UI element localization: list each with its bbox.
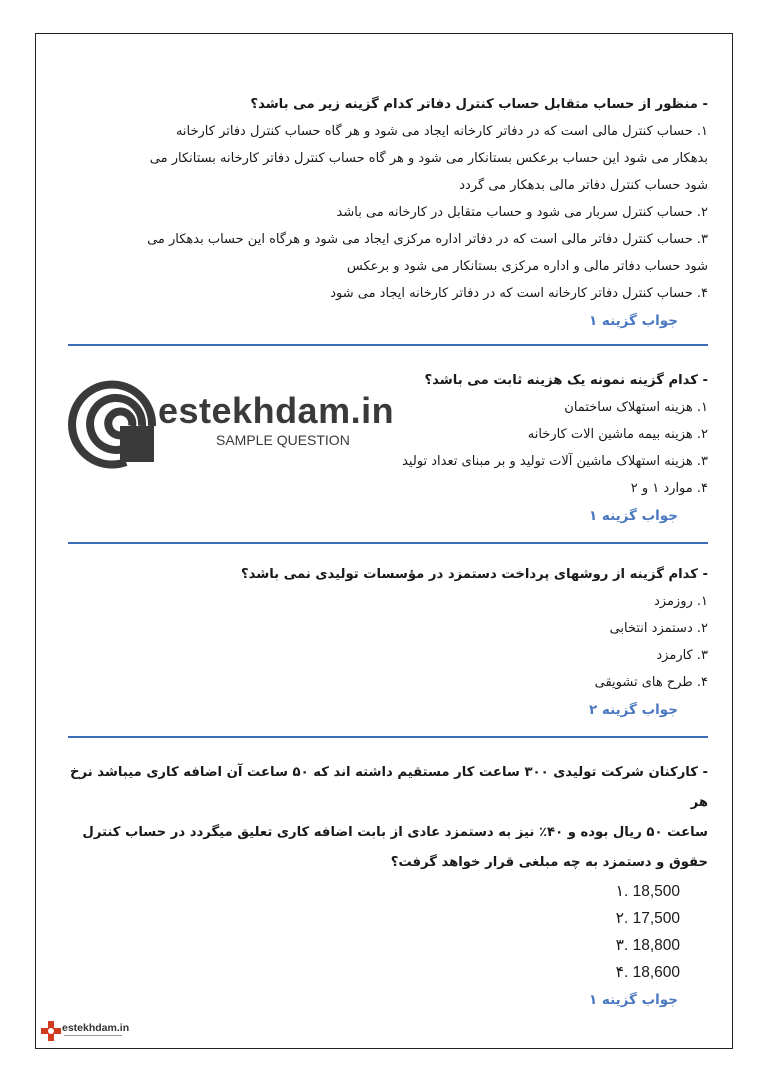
question-4-option: 17,500 .۲ <box>615 910 680 927</box>
question-3 <box>68 562 708 724</box>
question-1-option-line: بدهکار می شود این حساب برعکس بستانکار می شود و هر گاه حساب کنترل دفاتر کارخانه بستانکار می <box>149 151 708 166</box>
question-2-text: - کدام گزینه نمونه یک هزینه ثابت می باشد؟ <box>424 373 708 388</box>
watermark-tagline: SAMPLE QUESTION <box>216 432 350 448</box>
question-2-option: ۲. هزینه بیمه ماشین الات کارخانه <box>527 427 708 442</box>
question-1-text: - منظور از حساب متقابل حساب کنترل دفاتر کدام گزینه زیر می باشد؟ <box>250 97 708 112</box>
question-4-option: 18,600 .۴ <box>615 964 680 981</box>
separator-line <box>68 736 708 738</box>
question-4-text-line: - کارکنان شرکت تولیدی ۳۰۰ ساعت کار مستقیم داشته اند که ۵۰ ساعت آن اضافه کاری میباشد نرخ هر <box>70 765 708 810</box>
question-4 <box>68 758 708 1014</box>
question-3-answer: جواب گزینه ۲ <box>588 702 678 718</box>
footer-brand: estekhdam.in <box>62 1022 130 1034</box>
question-4-text-line: ساعت ۵۰ ریال بوده و ۴۰٪ نیز به دستمزد عادی از بابت اضافه کاری تعلیق میگردد در حساب کنترل <box>82 825 708 840</box>
question-3-option: ۳. کارمزد <box>656 648 708 663</box>
watermark-brand: estekhdam.in <box>158 390 395 431</box>
question-4-option: 18,800 .۳ <box>615 937 680 954</box>
footer-logo <box>40 1020 160 1042</box>
question-4-answer: جواب گزینه ۱ <box>588 992 678 1008</box>
question-2 <box>68 368 708 530</box>
question-4-option: 18,500 .۱ <box>615 883 680 900</box>
question-3-option: ۴. طرح های تشویقی <box>594 675 708 690</box>
question-3-option: ۲. دستمزد انتخابی <box>609 621 708 636</box>
question-4-text-line: حقوق و دستمزد به چه مبلغی قرار خواهد گرفت؟ <box>390 855 708 870</box>
footer-underline <box>64 1035 122 1036</box>
question-2-option: ۴. موارد ۱ و ۲ <box>630 481 708 496</box>
question-3-option: ۱. روزمزد <box>653 594 708 609</box>
question-1-option-line: شود حساب کنترل دفاتر مالی بدهکار می گردد <box>459 178 708 193</box>
question-1-option-line: ۱. حساب کنترل مالی است که در دفاتر کارخانه ایجاد می شود و هر گاه حساب کنترل دفاتر کارخانه <box>175 124 708 139</box>
question-1 <box>68 92 708 335</box>
question-1-option-line: شود حساب دفاتر مالی و اداره مرکزی بستانکار می شود و برعکس <box>346 259 708 274</box>
footer-cross-icon <box>40 1020 62 1042</box>
separator-line <box>68 344 708 346</box>
question-1-answer: جواب گزینه ۱ <box>588 313 678 329</box>
question-1-option-line: ۳. حساب کنترل دفاتر مالی است که در دفاتر اداره مرکزی ایجاد می شود و هرگاه این حساب بدهکار می <box>147 232 708 247</box>
question-2-option: ۱. هزینه استهلاک ساختمان <box>564 400 708 415</box>
question-3-text: - کدام گزینه از روشهای پرداخت دستمزد در مؤسسات تولیدی نمی باشد؟ <box>240 567 708 582</box>
question-2-option: ۳. هزینه استهلاک ماشین آلات تولید و بر مبنای تعداد تولید <box>402 454 708 469</box>
question-1-option-line: ۴. حساب کنترل دفاتر کارخانه است که در دفاتر کارخانه ایجاد می شود <box>330 286 708 301</box>
question-1-option-line: ۲. حساب کنترل سربار می شود و حساب متقابل در کارخانه می باشد <box>336 205 708 220</box>
separator-line <box>68 542 708 544</box>
question-2-answer: جواب گزینه ۱ <box>588 508 678 524</box>
